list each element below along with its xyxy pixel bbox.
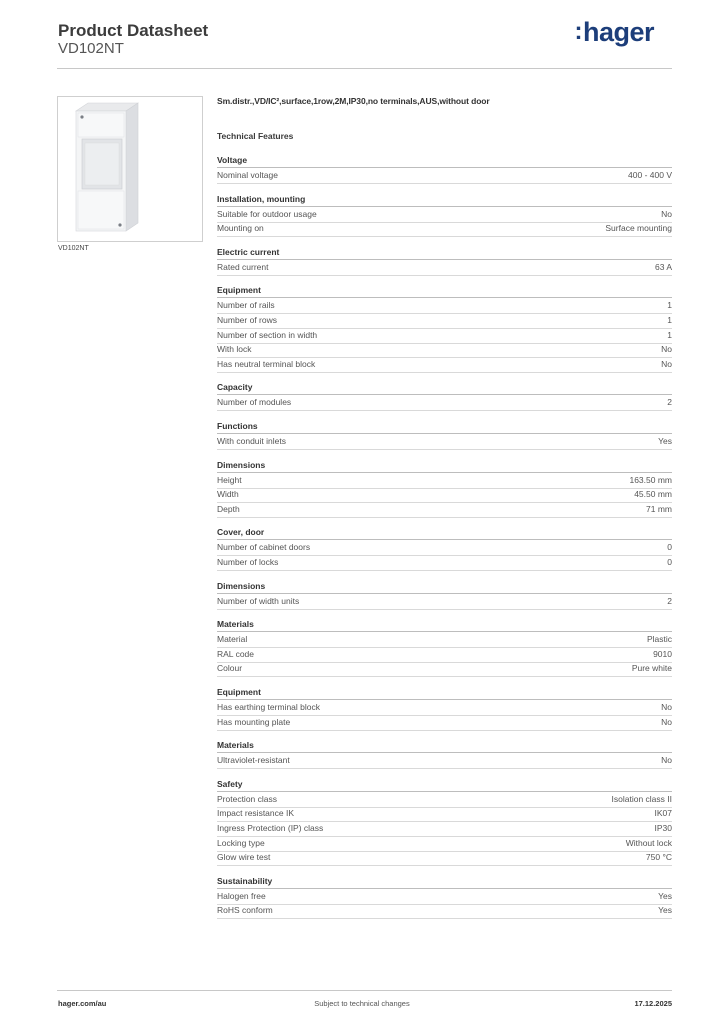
spec-value: Surface mounting xyxy=(605,223,672,234)
spec-row xyxy=(217,648,672,663)
spec-value: 163.50 mm xyxy=(629,474,672,485)
spec-value: 750 °C xyxy=(645,852,672,863)
spec-value: Yes xyxy=(658,905,672,916)
spec-label: Has neutral terminal block xyxy=(217,358,316,369)
spec-value: Yes xyxy=(658,890,672,901)
spec-label: Mounting on xyxy=(217,223,264,234)
section-title: Functions xyxy=(217,421,672,434)
spec-value: 0 xyxy=(667,542,672,553)
spec-label: Nominal voltage xyxy=(217,170,278,180)
spec-value: 63 A xyxy=(654,261,672,272)
spec-label: Ingress Protection (IP) class xyxy=(217,823,324,833)
spec-row xyxy=(217,343,672,358)
spec-row xyxy=(217,556,672,571)
section-title: Sustainability xyxy=(217,876,672,889)
spec-label: Locking type xyxy=(217,837,265,848)
footer-divider xyxy=(57,990,672,991)
spec-label: Glow wire test xyxy=(217,852,271,863)
spec-value: Isolation class II xyxy=(611,793,672,804)
spec-value: Without lock xyxy=(625,837,672,848)
spec-label: Number of modules xyxy=(217,397,292,408)
spec-label: Material xyxy=(217,634,248,645)
footer-website: hager.com/au xyxy=(58,999,107,1008)
spec-label: Has earthing terminal block xyxy=(217,702,320,712)
spec-value: 2 xyxy=(667,595,672,606)
spec-label: Rated current xyxy=(217,261,269,272)
spec-value: 45.50 mm xyxy=(634,489,672,500)
spec-row xyxy=(217,435,672,450)
spec-row xyxy=(217,396,672,411)
spec-label: Number of cabinet doors xyxy=(217,542,311,553)
spec-row xyxy=(217,595,672,610)
section-title: Materials xyxy=(217,740,672,753)
spec-label: RAL code xyxy=(217,648,255,659)
logo-text: hager xyxy=(582,17,654,47)
spec-value: 400 - 400 V xyxy=(628,170,672,180)
spec-row xyxy=(217,314,672,329)
header-divider xyxy=(57,68,672,69)
spec-row xyxy=(217,261,672,276)
spec-label: Colour xyxy=(217,663,243,674)
footer-date: 17.12.2025 xyxy=(634,999,672,1008)
section-title: Voltage xyxy=(217,155,672,168)
spec-value: 9010 xyxy=(653,648,672,659)
spec-label: Number of width units xyxy=(217,595,300,606)
spec-row xyxy=(217,837,672,852)
spec-row xyxy=(217,890,672,905)
spec-row xyxy=(217,662,672,677)
section-title: Capacity xyxy=(217,382,672,395)
spec-row xyxy=(217,329,672,344)
spec-value: No xyxy=(661,208,672,219)
spec-label: Depth xyxy=(217,503,240,514)
spec-label: Height xyxy=(217,474,242,485)
spec-row xyxy=(217,358,672,373)
product-code: VD102NT xyxy=(58,40,124,57)
spec-row xyxy=(217,208,672,223)
technical-features-heading: Technical Features xyxy=(217,131,294,141)
spec-row xyxy=(217,474,672,489)
spec-label: With lock xyxy=(217,344,252,355)
product-image xyxy=(57,96,203,242)
spec-row xyxy=(217,488,672,503)
spec-row xyxy=(217,716,672,731)
page-title: Product Datasheet xyxy=(58,21,209,40)
section-title: Electric current xyxy=(217,247,672,260)
spec-value: 71 mm xyxy=(646,503,672,514)
spec-row xyxy=(217,851,672,866)
spec-label: Number of rows xyxy=(217,315,277,325)
spec-value: No xyxy=(661,755,672,766)
spec-row xyxy=(217,754,672,769)
section-title: Safety xyxy=(217,779,672,792)
spec-row xyxy=(217,633,672,648)
spec-label: Halogen free xyxy=(217,890,266,901)
spec-label: Protection class xyxy=(217,793,277,804)
section-title: Equipment xyxy=(217,687,672,700)
spec-label: Suitable for outdoor usage xyxy=(217,208,317,219)
spec-value: 1 xyxy=(667,315,672,325)
section-title: Materials xyxy=(217,619,672,632)
spec-value: Pure white xyxy=(631,663,672,674)
spec-value: No xyxy=(661,716,672,727)
spec-row xyxy=(217,299,672,314)
product-description: Sm.distr.,VD/IC²,surface,1row,2M,IP30,no terminals,AUS,without door xyxy=(217,96,490,106)
spec-label: Number of locks xyxy=(217,557,279,567)
section-title: Equipment xyxy=(217,285,672,298)
section-title: Dimensions xyxy=(217,581,672,594)
spec-value: IK07 xyxy=(654,808,672,819)
section-title: Cover, door xyxy=(217,527,672,540)
section-title: Installation, mounting xyxy=(217,194,672,207)
spec-row xyxy=(217,169,672,184)
spec-label: Impact resistance IK xyxy=(217,808,295,819)
spec-value: Yes xyxy=(658,436,672,446)
spec-row xyxy=(217,541,672,556)
spec-value: 2 xyxy=(667,397,672,408)
spec-row xyxy=(217,701,672,716)
spec-value: 1 xyxy=(667,329,672,340)
spec-row xyxy=(217,503,672,518)
spec-row xyxy=(217,904,672,919)
image-caption: VD102NT xyxy=(58,245,89,252)
spec-value: Plastic xyxy=(646,634,672,645)
spec-label: Ultraviolet-resistant xyxy=(217,755,290,766)
spec-label: With conduit inlets xyxy=(217,436,286,446)
spec-row xyxy=(217,822,672,837)
logo-colon-mark: : xyxy=(574,18,582,45)
spec-value: No xyxy=(661,702,672,712)
spec-label: Number of section in width xyxy=(217,329,318,340)
section-title: Dimensions xyxy=(217,460,672,473)
hager-logo xyxy=(574,17,654,48)
spec-row xyxy=(217,222,672,237)
footer-notice: Subject to technical changes xyxy=(314,999,410,1008)
spec-label: Number of rails xyxy=(217,300,275,311)
spec-value: 0 xyxy=(667,557,672,567)
spec-row xyxy=(217,793,672,808)
spec-value: 1 xyxy=(667,300,672,311)
enclosure-illustration xyxy=(58,97,202,241)
spec-value: IP30 xyxy=(654,823,672,833)
spec-value: No xyxy=(661,358,672,369)
spec-row xyxy=(217,807,672,822)
spec-label: RoHS conform xyxy=(217,905,273,916)
spec-value: No xyxy=(661,344,672,355)
spec-label: Has mounting plate xyxy=(217,716,291,727)
spec-label: Width xyxy=(217,489,239,500)
